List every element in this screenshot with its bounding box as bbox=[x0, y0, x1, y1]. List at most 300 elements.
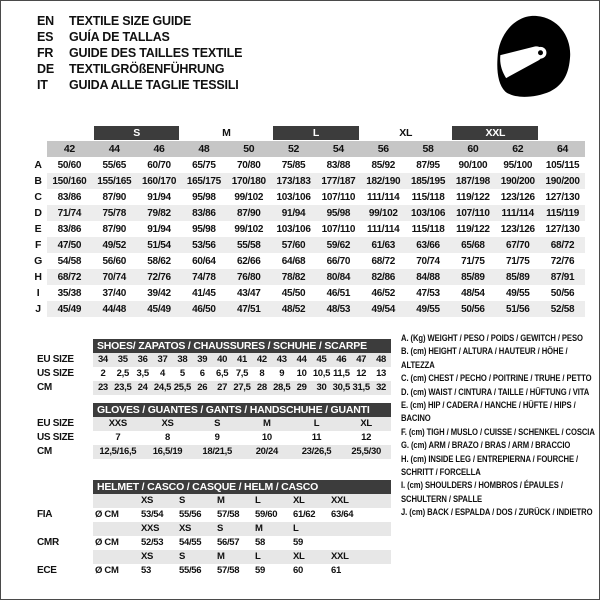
size-value-cell: 67/70 bbox=[495, 237, 540, 253]
language-code: FR bbox=[37, 46, 54, 60]
helmet-size-cell: XL bbox=[291, 494, 329, 508]
helmet-value-cell: 58 bbox=[255, 537, 265, 548]
shoes-row bbox=[37, 381, 391, 395]
shoes-cell: 27,5 bbox=[233, 382, 251, 393]
size-value-cell: 51/56 bbox=[495, 301, 540, 317]
size-value-cell: 50/60 bbox=[57, 159, 82, 171]
helmet-value-cell: 53 bbox=[141, 565, 151, 576]
helmet-size-row bbox=[37, 494, 391, 508]
shoes-header-spacer bbox=[37, 339, 93, 353]
language-title: GUÍA DE TALLAS bbox=[69, 30, 170, 44]
shoes-cell: 30 bbox=[312, 381, 332, 395]
legend-item: A. (Kg) WEIGHT / PESO / POIDS / GEWITCH / PESO bbox=[401, 333, 583, 343]
helmet-standard-label: FIA bbox=[37, 509, 53, 520]
size-value-cell: 64/68 bbox=[281, 255, 306, 267]
size-number-header: 42 bbox=[47, 141, 92, 157]
size-value-cell: 87/90 bbox=[102, 223, 126, 235]
size-value-cell: 39/42 bbox=[147, 287, 171, 299]
legend-item: H. (cm) INSIDE LEG / ENTREPIERNA / FOURCHE / SCHRITT / FORCELLA bbox=[401, 453, 579, 478]
gloves-header-spacer bbox=[37, 403, 93, 417]
size-value-cell: 78/82 bbox=[271, 269, 316, 285]
shoes-cell: 10,5 bbox=[312, 368, 331, 379]
size-value-cell: 85/89 bbox=[495, 269, 540, 285]
size-value-cell: 70/74 bbox=[92, 269, 137, 285]
size-value-cell: 99/102 bbox=[361, 205, 406, 221]
helmet-value-cell: 61 bbox=[331, 565, 341, 576]
gloves-cell: 18/21,5 bbox=[192, 445, 242, 459]
legend-item: B. (cm) HEIGHT / ALTURA / HAUTEUR / HÖHE / ALTEZZA bbox=[401, 346, 568, 370]
language-title: TEXTILGRÖßENFÜHRUNG bbox=[69, 62, 225, 76]
shoes-row bbox=[37, 367, 391, 381]
gloves-cell: 11 bbox=[311, 432, 322, 443]
size-value-cell: 177/187 bbox=[316, 173, 361, 189]
helmet-standard-label: ECE bbox=[37, 565, 57, 576]
spacer bbox=[37, 395, 391, 403]
helmet-size-row bbox=[37, 550, 391, 564]
size-value-cell: 83/86 bbox=[181, 205, 226, 221]
language-line bbox=[37, 13, 242, 29]
size-value-cell: 52/58 bbox=[540, 301, 585, 317]
legend-item: F. (cm) TIGH / MUSLO / CUISSE / SCHENKEL / COSCIA bbox=[401, 426, 595, 437]
language-code: EN bbox=[37, 14, 54, 28]
size-value-cell: 45/50 bbox=[281, 287, 306, 299]
shoes-cell: 27 bbox=[212, 381, 232, 395]
size-value-cell: 119/122 bbox=[456, 223, 490, 235]
gloves-cell: M bbox=[242, 417, 292, 431]
shoes-cell: 9 bbox=[279, 368, 285, 379]
measurement-legend bbox=[401, 332, 598, 520]
shoes-cell: 47 bbox=[351, 353, 371, 367]
size-value-cell: 75/78 bbox=[92, 205, 137, 221]
helmet-size-cell: XS bbox=[177, 522, 215, 536]
legend-item: D. (cm) WAIST / CINTURA / TAILLE / HÜFTUNG / VITA bbox=[401, 386, 590, 397]
size-number-header: 44 bbox=[92, 141, 137, 157]
shoes-cell: 26 bbox=[192, 381, 212, 395]
helmet-header-row bbox=[37, 480, 391, 494]
size-value-cell: 99/102 bbox=[234, 223, 264, 235]
shoes-cell: 8 bbox=[259, 368, 265, 379]
shoes-cell: 30,5 bbox=[332, 382, 350, 393]
helmet-size-cell: XS bbox=[139, 550, 177, 564]
helmet-value-cell: 55/56 bbox=[179, 565, 202, 576]
size-value-cell: 160/170 bbox=[137, 173, 182, 189]
size-value-cell: 75/85 bbox=[281, 159, 306, 171]
size-value-cell: 50/56 bbox=[450, 301, 495, 317]
size-value-cell: 85/89 bbox=[450, 269, 495, 285]
helmet-row-label bbox=[37, 522, 93, 536]
size-value-cell: 187/198 bbox=[450, 173, 495, 189]
size-value-cell: 150/160 bbox=[47, 173, 92, 189]
size-value-cell: 87/95 bbox=[416, 159, 440, 171]
helmet-size-cell: XXL bbox=[329, 494, 367, 508]
gloves-cell: XS bbox=[143, 417, 193, 431]
size-value-cell: 61/63 bbox=[361, 237, 406, 253]
shoes-cell: 44 bbox=[292, 353, 312, 367]
size-number-header: 56 bbox=[361, 141, 406, 157]
size-value-cell: 111/114 bbox=[367, 191, 400, 203]
size-value-cell: 90/100 bbox=[458, 159, 488, 171]
size-value-cell: 71/74 bbox=[47, 205, 92, 221]
size-value-cell: 91/94 bbox=[147, 223, 171, 235]
shoes-cell: 38 bbox=[172, 353, 192, 367]
helmet-size-cell bbox=[93, 522, 139, 536]
size-number-header: 46 bbox=[137, 141, 182, 157]
shoes-cell: 31,5 bbox=[352, 382, 370, 393]
helmet-size-cell: S bbox=[177, 550, 215, 564]
gloves-row-label: US SIZE bbox=[37, 432, 74, 443]
shoes-cell: 42 bbox=[252, 353, 272, 367]
size-value-cell: 111/114 bbox=[495, 205, 540, 221]
size-value-cell: 103/106 bbox=[276, 191, 311, 203]
size-value-cell: 58/62 bbox=[147, 255, 171, 267]
size-value-cell: 182/190 bbox=[361, 173, 406, 189]
size-value-cell: 66/70 bbox=[326, 255, 351, 267]
size-value-cell: 68/72 bbox=[540, 237, 585, 253]
size-value-cell: 111/114 bbox=[367, 223, 400, 235]
helmet-value-row bbox=[37, 508, 391, 522]
size-value-cell: 48/54 bbox=[461, 287, 485, 299]
shoes-cell: 7,5 bbox=[235, 368, 249, 379]
helmet-table bbox=[37, 480, 391, 578]
size-number-header: 64 bbox=[540, 141, 585, 157]
size-value-cell: 87/90 bbox=[102, 191, 126, 203]
gloves-cell: 9 bbox=[214, 432, 220, 443]
size-value-cell: 99/102 bbox=[234, 191, 264, 203]
shoes-cells bbox=[93, 381, 391, 395]
size-number-header: 58 bbox=[406, 141, 451, 157]
textile-size-table bbox=[29, 125, 585, 317]
size-value-cell: 105/115 bbox=[545, 159, 580, 171]
helmet-size-cell: XXS bbox=[139, 522, 177, 536]
size-value-cell: 72/76 bbox=[550, 255, 575, 267]
shoes-cell: 48 bbox=[371, 353, 391, 367]
helmet-size-cell: XL bbox=[291, 550, 329, 564]
helmet-size-cells bbox=[93, 494, 391, 508]
size-value-cell: 115/118 bbox=[411, 223, 445, 235]
size-value-cell: 65/68 bbox=[450, 237, 495, 253]
shoes-cell: 6 bbox=[199, 368, 205, 379]
shoes-cell: 24,5 bbox=[153, 382, 172, 393]
helmet-unit-cell: Ø CM bbox=[95, 537, 119, 548]
size-group-M: M bbox=[222, 127, 231, 139]
size-value-cell: 71/75 bbox=[461, 255, 485, 267]
size-value-cell: 107/110 bbox=[321, 191, 356, 203]
size-value-cell: 47/51 bbox=[226, 301, 271, 317]
size-value-cell: 48/53 bbox=[316, 301, 361, 317]
gloves-cell: XL bbox=[341, 417, 391, 431]
size-value-cell: 41/45 bbox=[192, 287, 216, 299]
gloves-cell: 8 bbox=[165, 432, 170, 443]
helmet-size-cell bbox=[367, 494, 391, 508]
language-code: DE bbox=[37, 62, 54, 76]
row-letter: E bbox=[34, 223, 42, 235]
shoes-cell: 32 bbox=[371, 381, 391, 395]
size-value-cell: 170/180 bbox=[226, 173, 271, 189]
gloves-cell: XXS bbox=[93, 417, 143, 431]
shoes-cell: 11,5 bbox=[332, 368, 350, 379]
language-title-list bbox=[37, 13, 242, 93]
language-title: GUIDE DES TAILLES TEXTILE bbox=[69, 46, 243, 60]
gloves-header-row bbox=[37, 403, 391, 417]
gloves-cell: 12,5/16,5 bbox=[93, 445, 143, 459]
helmet-value-cell: 56/57 bbox=[217, 537, 240, 548]
gloves-cell: 12 bbox=[361, 432, 372, 443]
gloves-cells bbox=[93, 431, 391, 445]
size-group-S: S bbox=[94, 126, 180, 140]
shoes-cell: 34 bbox=[93, 353, 113, 367]
legend-item: G. (cm) ARM / BRAZO / BRAS / ARM / BRACCIO bbox=[401, 440, 571, 451]
sub-tables bbox=[37, 339, 391, 578]
legend-item: J. (cm) BACK / ESPALDA / DOS / ZURÜCK / INDIETRO bbox=[401, 507, 593, 518]
size-value-cell: 85/92 bbox=[371, 159, 395, 171]
shoes-cells bbox=[93, 367, 391, 381]
shoes-table bbox=[37, 339, 391, 395]
shoes-cell: 6,5 bbox=[215, 368, 229, 379]
helmet-row-label bbox=[37, 550, 93, 564]
helmet-value-cell: 59/60 bbox=[255, 509, 278, 520]
language-code: ES bbox=[37, 30, 54, 44]
size-value-cell: 46/52 bbox=[371, 287, 395, 299]
size-value-cell: 119/122 bbox=[456, 191, 490, 203]
shoes-row bbox=[37, 353, 391, 367]
helmet-value-cell bbox=[367, 508, 391, 522]
size-value-cell: 155/165 bbox=[92, 173, 137, 189]
corner-cell bbox=[29, 141, 47, 157]
helmet-size-cell: L bbox=[253, 550, 291, 564]
size-value-cell: 70/80 bbox=[236, 159, 261, 171]
size-value-cell: 84/88 bbox=[406, 269, 451, 285]
size-value-cell: 95/98 bbox=[192, 191, 216, 203]
gloves-table bbox=[37, 403, 391, 459]
size-value-cell: 80/84 bbox=[316, 269, 361, 285]
gloves-cell: 10 bbox=[261, 432, 272, 443]
size-value-cell: 60/70 bbox=[147, 159, 171, 171]
shoes-cell: 35 bbox=[113, 353, 133, 367]
size-group-blank bbox=[49, 126, 90, 140]
shoes-cell: 40 bbox=[212, 353, 232, 367]
shoes-cell: 24 bbox=[133, 381, 153, 395]
size-value-cell: 49/55 bbox=[505, 287, 530, 299]
legend-item: I. (cm) SHOULDERS / HOMBROS / ÉPAULES / SCHULTERN / SPALLE bbox=[401, 480, 563, 504]
helmet-size-cell bbox=[367, 550, 391, 564]
row-letter: F bbox=[34, 239, 42, 251]
size-value-cell: 37/40 bbox=[102, 287, 126, 299]
helmet-size-cell bbox=[93, 550, 139, 564]
size-value-cell: 83/86 bbox=[57, 223, 82, 235]
size-value-cell: 115/118 bbox=[411, 191, 445, 203]
helmet-value-cell bbox=[367, 564, 391, 578]
size-value-cell: 79/82 bbox=[137, 205, 182, 221]
helmet-size-cell bbox=[329, 522, 367, 536]
size-value-cell: 83/88 bbox=[326, 159, 351, 171]
size-value-cell: 47/53 bbox=[416, 287, 440, 299]
size-value-cell: 57/60 bbox=[271, 237, 316, 253]
helmet-unit-cell: Ø CM bbox=[95, 565, 119, 576]
size-value-cell: 74/78 bbox=[181, 269, 226, 285]
helmet-size-cell: M bbox=[215, 494, 253, 508]
row-letter: J bbox=[35, 303, 41, 315]
size-value-cell: 76/80 bbox=[226, 269, 271, 285]
helmet-value-cell: 54/55 bbox=[179, 537, 202, 548]
gloves-row-label: CM bbox=[37, 446, 52, 457]
helmet-unit-cell: Ø CM bbox=[95, 509, 119, 520]
language-line bbox=[37, 77, 242, 93]
helmet-value-cell: 59 bbox=[293, 537, 303, 548]
helmet-value-cell: 61/62 bbox=[293, 509, 316, 520]
helmet-value-cell bbox=[367, 536, 391, 550]
size-value-cell: 103/106 bbox=[406, 205, 451, 221]
size-value-cell: 70/74 bbox=[416, 255, 440, 267]
language-line bbox=[37, 45, 242, 61]
helmet-size-cell: S bbox=[177, 494, 215, 508]
size-value-cell: 173/183 bbox=[271, 173, 316, 189]
size-value-cell: 165/175 bbox=[181, 173, 226, 189]
size-group-XL: XL bbox=[399, 127, 413, 139]
row-letter: C bbox=[34, 191, 42, 203]
language-code: IT bbox=[37, 78, 48, 92]
shoes-cell: 12 bbox=[356, 368, 367, 379]
size-value-cell: 72/76 bbox=[137, 269, 182, 285]
size-value-cell: 123/126 bbox=[500, 223, 535, 235]
helmet-value-cell: 59 bbox=[255, 565, 265, 576]
row-letter: H bbox=[34, 271, 42, 283]
helmet-size-row bbox=[37, 522, 391, 536]
size-value-cell: 44/48 bbox=[92, 301, 137, 317]
helmet-value-cell: 57/58 bbox=[217, 509, 240, 520]
helmet-value-cell: 55/56 bbox=[179, 509, 202, 520]
helmet-size-cell: L bbox=[291, 522, 329, 536]
size-value-cell: 91/94 bbox=[147, 191, 171, 203]
helmet-value-cell: 53/54 bbox=[141, 509, 164, 520]
shoes-cell: 13 bbox=[376, 368, 387, 379]
language-title: GUIDA ALLE TAGLIE TESSILI bbox=[69, 78, 239, 92]
shoes-cell: 28,5 bbox=[273, 382, 291, 393]
gloves-cell: 20/24 bbox=[242, 445, 292, 459]
size-number-header: 60 bbox=[450, 141, 495, 157]
row-letter: B bbox=[34, 175, 42, 187]
size-value-cell: 49/54 bbox=[361, 301, 406, 317]
helmet-value-cells bbox=[93, 536, 391, 550]
size-value-cell: 46/50 bbox=[181, 301, 226, 317]
shoes-cell: 39 bbox=[192, 353, 212, 367]
gloves-title: GLOVES / GUANTES / GANTS / HANDSCHUHE / GUANTI bbox=[93, 403, 391, 417]
gloves-row bbox=[37, 417, 391, 431]
size-value-cell: 50/56 bbox=[550, 287, 575, 299]
gloves-row-label: EU SIZE bbox=[37, 418, 74, 429]
size-value-cell: 127/130 bbox=[545, 191, 580, 203]
size-value-cell: 35/38 bbox=[57, 287, 82, 299]
gloves-cells bbox=[93, 445, 391, 459]
gloves-cell: S bbox=[192, 417, 242, 431]
helmet-value-cell: 63/64 bbox=[331, 509, 354, 520]
row-letter: A bbox=[34, 159, 42, 171]
shoes-cell: 25,5 bbox=[173, 382, 192, 393]
gloves-row bbox=[37, 431, 391, 445]
helmet-value-cell: 52/53 bbox=[141, 537, 164, 548]
helmet-size-cell: M bbox=[215, 550, 253, 564]
gloves-cell: 16,5/19 bbox=[143, 445, 193, 459]
size-value-cell: 54/58 bbox=[57, 255, 82, 267]
helmet-size-cells bbox=[93, 550, 391, 564]
size-value-cell: 55/58 bbox=[226, 237, 271, 253]
shoes-cell: 5 bbox=[179, 368, 185, 379]
size-value-cell: 107/110 bbox=[321, 223, 356, 235]
shoes-cell: 29 bbox=[292, 381, 312, 395]
helmet-size-cell: XXL bbox=[329, 550, 367, 564]
size-value-cell: 91/94 bbox=[271, 205, 316, 221]
size-value-cell: 87/90 bbox=[226, 205, 271, 221]
size-value-cell: 45/49 bbox=[137, 301, 182, 317]
size-value-cell: 95/98 bbox=[316, 205, 361, 221]
spacer bbox=[37, 459, 391, 480]
corner-cell bbox=[29, 125, 47, 141]
shoes-cell: 46 bbox=[331, 353, 351, 367]
helmet-logo-icon bbox=[487, 7, 573, 109]
gloves-cell: L bbox=[292, 417, 342, 431]
helmet-size-cell: M bbox=[253, 522, 291, 536]
shoes-cell: 43 bbox=[272, 353, 292, 367]
size-group-XXL: XXL bbox=[452, 126, 538, 140]
size-value-cell: 95/98 bbox=[192, 223, 216, 235]
size-value-cell: 115/119 bbox=[540, 205, 585, 221]
size-value-cell: 48/52 bbox=[271, 301, 316, 317]
row-letter: I bbox=[36, 287, 40, 299]
helmet-value-cell bbox=[329, 536, 367, 550]
helmet-row-label bbox=[37, 494, 93, 508]
helmet-size-cell: L bbox=[253, 494, 291, 508]
size-value-cell: 59/62 bbox=[316, 237, 361, 253]
helmet-size-cell bbox=[93, 494, 139, 508]
row-letter: D bbox=[34, 207, 42, 219]
shoes-cell: 3,5 bbox=[136, 368, 149, 379]
size-value-cell: 71/75 bbox=[505, 255, 530, 267]
size-value-cell: 82/86 bbox=[361, 269, 406, 285]
size-number-header: 52 bbox=[271, 141, 316, 157]
gloves-cell: 23/26,5 bbox=[292, 445, 342, 459]
helmet-value-cells bbox=[93, 564, 391, 578]
size-number-header: 50 bbox=[226, 141, 271, 157]
size-value-cell: 43/47 bbox=[236, 287, 261, 299]
size-value-cell: 190/200 bbox=[540, 173, 585, 189]
size-value-cell: 185/195 bbox=[406, 173, 451, 189]
size-value-cell: 47/50 bbox=[47, 237, 92, 253]
shoes-cells bbox=[93, 353, 391, 367]
size-value-cell: 103/106 bbox=[276, 223, 311, 235]
helmet-size-cell: XS bbox=[139, 494, 177, 508]
size-value-cell: 49/55 bbox=[406, 301, 451, 317]
size-value-cell: 46/51 bbox=[326, 287, 351, 299]
shoes-title: SHOES/ ZAPATOS / CHAUSSURES / SCHUHE / SCARPE bbox=[93, 339, 391, 353]
size-value-cell: 62/66 bbox=[236, 255, 261, 267]
shoes-header-row bbox=[37, 339, 391, 353]
gloves-cell: 7 bbox=[115, 432, 121, 443]
size-value-cell: 51/54 bbox=[137, 237, 182, 253]
shoes-cell: 23 bbox=[93, 381, 113, 395]
size-value-cell: 83/86 bbox=[57, 191, 82, 203]
helmet-value-cell: 57/58 bbox=[217, 565, 240, 576]
size-value-cell: 127/130 bbox=[545, 223, 580, 235]
shoes-cell: 2 bbox=[100, 368, 106, 379]
shoes-cell: 41 bbox=[232, 353, 252, 367]
size-value-cell: 65/75 bbox=[192, 159, 216, 171]
size-value-cell: 123/126 bbox=[500, 191, 535, 203]
shoes-cell: 10 bbox=[296, 368, 307, 379]
helmet-standard-label: CMR bbox=[37, 537, 59, 548]
helmet-size-cell: S bbox=[215, 522, 253, 536]
shoes-cell: 28 bbox=[252, 381, 272, 395]
helmet-header-spacer bbox=[37, 480, 93, 494]
size-value-cell: 190/200 bbox=[495, 173, 540, 189]
